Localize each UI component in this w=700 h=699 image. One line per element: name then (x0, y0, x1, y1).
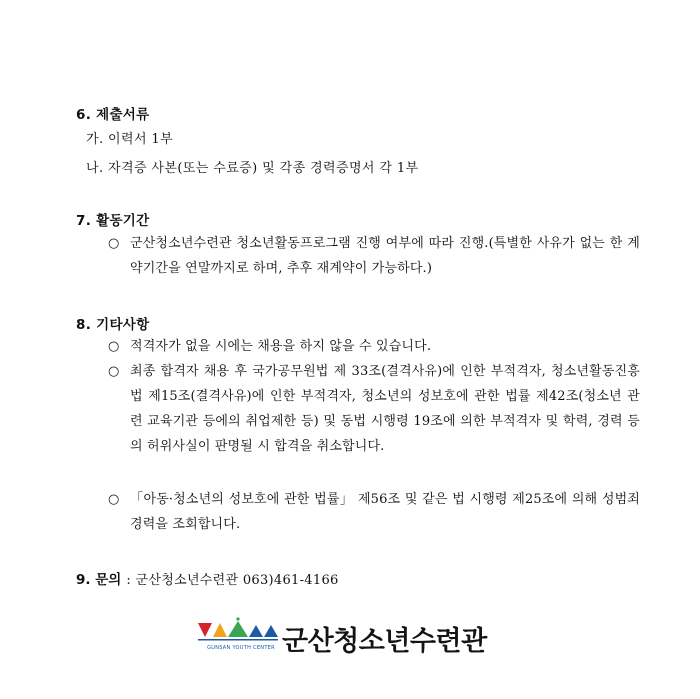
list-item: 가. 이력서 1부 (86, 132, 174, 147)
center-logo (198, 617, 518, 657)
activity-period-text: 군산청소년수련관 청소년활동프로그램 진행 여부에 따라 진행.(특별한 사유가 없는 한 계약기간을 연말까지로 하며, 추후 재계약이 가능하다.) (130, 236, 640, 276)
circle-bullet-icon: ○ (108, 492, 120, 507)
contact-line (76, 568, 339, 588)
logo-name: 군산청소년수련관 (282, 626, 487, 657)
contact-label: 9. 문의 (76, 572, 122, 588)
circle-bullet-icon: ○ (108, 339, 120, 354)
circle-bullet-icon: ○ (108, 236, 120, 251)
list-item: 나. 자격증 사본(또는 수료증) 및 각종 경력증명서 각 1부 (86, 161, 419, 176)
list-item: 최종 합격자 채용 후 국가공무원법 제 33조(결격사유)에 인한 부적격자, 청소년활동진흥법 제15조(결격사유)에 인한 부적격자, 청소년의 성보호에 관한 법률 제42조(청소년 관련 교육기관 등에의 취업제한 등) 및 동법 시행령 19조에 의한 부적격자 및 학력, 경력 등의 허위사실이 판명될 시 합격을 취소합니다. (130, 364, 640, 454)
section-6-heading: 6. 제출서류 (76, 107, 150, 123)
list-item: 「아동·청소년의 성보호에 관한 법률」 제56조 및 같은 법 시행령 제25조에 의해 성범죄경력을 조회합니다. (130, 492, 640, 532)
section-8-heading: 8. 기타사항 (76, 317, 150, 333)
logo-mark-icon (198, 617, 284, 645)
contact-text: : 군산청소년수련관 063)461-4166 (126, 573, 339, 588)
circle-bullet-icon: ○ (108, 364, 120, 379)
logo-subtitle: GUNSAN YOUTH CENTER (207, 645, 275, 651)
list-item: 적격자가 없을 시에는 채용을 하지 않을 수 있습니다. (130, 339, 432, 354)
section-7-heading: 7. 활동기간 (76, 213, 150, 229)
